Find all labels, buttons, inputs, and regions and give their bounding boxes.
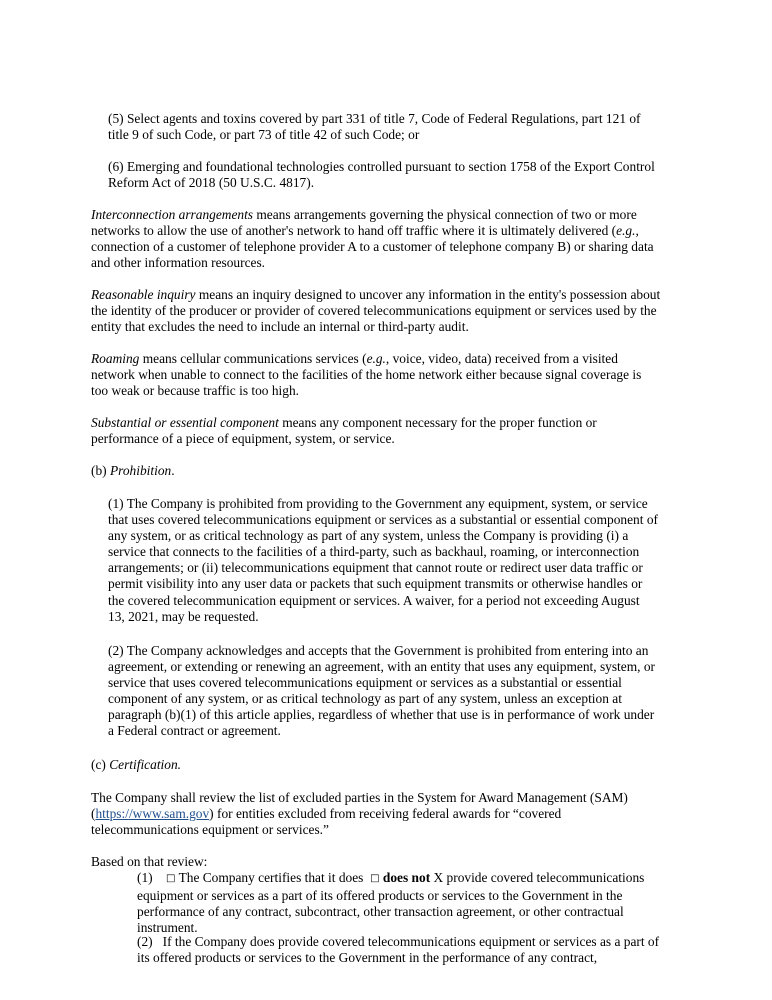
definition-roaming: Roaming means cellular communications services (e.g., voice, video, data) received from a visited network when unable to connect to the facilities of the home network either because signal coverage is too weak or because traffic is too high.: [91, 351, 642, 399]
text-line: performance of any contract, subcontract, other transaction agreement, or other contractual: [137, 904, 624, 920]
text-line: permit visibility into any user data or packets that such equipment transmits or otherwise handles or: [108, 576, 643, 592]
section-c-heading: (c) Certification.: [91, 757, 182, 772]
text-line: and other information resources.: [91, 255, 266, 271]
text-line: performance of a piece of equipment, system, or service.: [91, 431, 395, 447]
text-line: telecommunications equipment or services.”: [91, 822, 329, 838]
certification-2: [137, 934, 659, 966]
defined-term: Roaming: [91, 351, 140, 366]
text-line: (5) Select agents and toxins covered by part 331 of title 7, Code of Federal Regulations, part 121 of: [108, 111, 641, 126]
text-line: service that uses covered telecommunications equipment or services as a substantial or essential: [108, 675, 622, 691]
text-line: network when unable to connect to the facilities of the home network either because signal coverage is: [91, 367, 642, 383]
text-line: equipment or services as a part of its offered products or services to the Government in the: [137, 888, 623, 904]
definition-reasonable-inquiry: Reasonable inquiry means an inquiry designed to uncover any information in the entity's possession about the identity of the producer or provider of covered telecommunications equipment or services used by the entity that excludes the need to include an internal or third-party audit.: [91, 287, 661, 335]
section-b-heading: (b) Prohibition.: [91, 463, 175, 478]
text-line: (2) The Company acknowledges and accepts that the Government is prohibited from entering into an: [108, 643, 649, 658]
text-line: that uses covered telecommunications equipment or services as a substantial or essential component of: [108, 512, 658, 528]
text-line: agreement, or extending or renewing an agreement, with an entity that uses any equipment, system, or: [108, 659, 655, 675]
text-line: paragraph (b)(1) of this article applies, regardless of whether that use is in performance of work under: [108, 707, 655, 723]
text-line: service that connects to the facilities of a third-party, such as backhaul, roaming, or interconnection: [108, 544, 640, 560]
sam-gov-link[interactable]: https://www.sam.gov: [95, 806, 210, 822]
defined-term: Reasonable inquiry: [91, 287, 196, 302]
text-line: entity that excludes the need to include an internal or third-party audit.: [91, 319, 469, 335]
text-line: its offered products or services to the Government in the performance of any contract,: [137, 950, 598, 966]
definition-interconnection: Interconnection arrangements means arrangements governing the physical connection of two or more networks to allow the use of another's network to hand off traffic where it is ultimately delivered (e.g., connection of a customer of telephone provider A to a customer of telephone company B) or sharing data and other information resources.: [91, 207, 654, 271]
text-line: (1) The Company is prohibited from providing to the Government any equipment, system, or service: [108, 496, 648, 511]
paragraph-b2: [108, 643, 655, 740]
text-line: (6) Emerging and foundational technologies controlled pursuant to section 1758 of the Export Control: [108, 159, 655, 174]
text-line: the identity of the producer or provider of covered telecommunications equipment or services used by the: [91, 303, 657, 319]
checkbox-does-not[interactable]: □: [370, 873, 380, 884]
defined-term: Interconnection arrangements: [91, 207, 254, 222]
based-on-review: Based on that review:: [91, 854, 208, 869]
text-line: (2) If the Company does provide covered telecommunications equipment or services as a part of: [137, 934, 660, 949]
x-mark-icon: X: [433, 870, 444, 885]
item-6: [108, 159, 655, 191]
text-line: too weak or because traffic is too high.: [91, 383, 299, 399]
item-5: [108, 111, 641, 143]
text-line: connection of a customer of telephone provider A to a customer of telephone company B) or sharing data: [91, 239, 654, 255]
text-line: arrangements; or (ii) telecommunications equipment that cannot route or redirect user data traffic or: [108, 560, 643, 576]
checkbox-does[interactable]: □: [166, 873, 176, 884]
text-line: Reform Act of 2018 (50 U.S.C. 4817).: [108, 175, 315, 191]
text-line: The Company shall review the list of excluded parties in the System for Award Management (SAM): [91, 790, 628, 805]
text-line: a Federal contract or agreement.: [108, 723, 281, 739]
text-line: component of any system, or as critical technology as part of any system, unless an exception at: [108, 691, 622, 707]
defined-term: Substantial or essential component: [91, 415, 279, 430]
text-line: instrument.: [137, 920, 198, 936]
text-line: any system, or as critical technology as part of any system, unless the Company is providing (i) a: [108, 528, 629, 544]
text-line: the covered telecommunication equipment or services. A waiver, for a period not exceeding August: [108, 592, 640, 608]
certification-1: (1) □ The Company certifies that it does □ does not X provide covered telecommunications equipment or services as a part of its offered products or services to the Government in the performance of any contract, subcontract, other transaction agreement, or other contractual instrument.: [137, 870, 645, 936]
text-line: title 9 of such Code, or part 73 of title 42 of such Code; or: [108, 127, 420, 143]
text-line: 13, 2021, may be requested.: [108, 608, 259, 624]
definition-substantial-component: Substantial or essential component means any component necessary for the proper function or performance of a piece of equipment, system, or service.: [91, 415, 597, 447]
sam-paragraph: The Company shall review the list of excluded parties in the System for Award Management (SAM) (https://www.sam.gov) for entities excluded from receiving federal awards for “covered telecommunications equipment or services.”: [91, 790, 628, 838]
paragraph-b1: [108, 496, 658, 625]
